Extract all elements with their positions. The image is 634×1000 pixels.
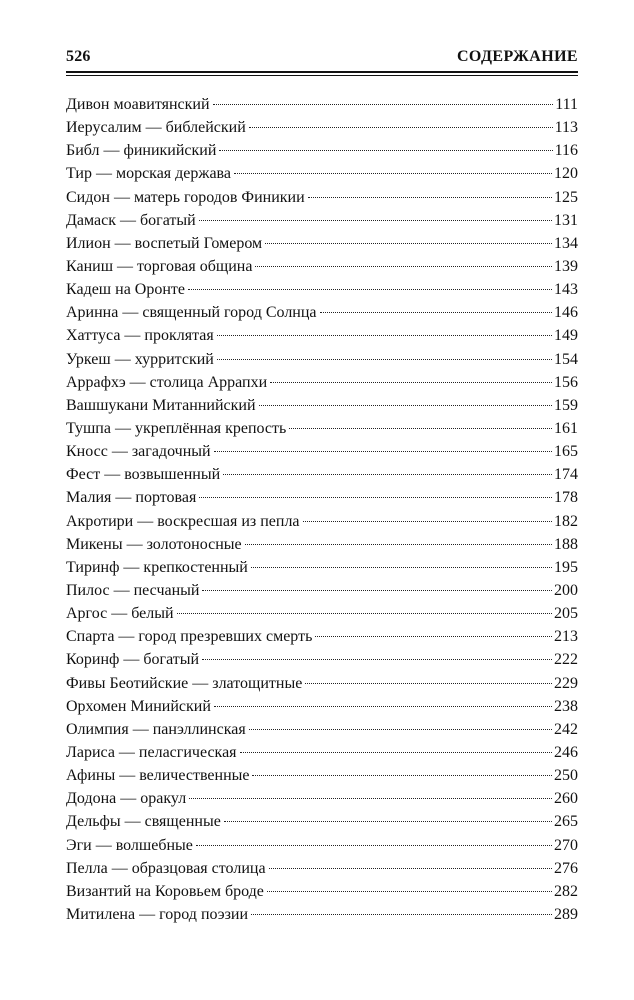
toc-entry	[66, 533, 578, 556]
toc-entry	[66, 116, 578, 139]
toc-entry-page: 246	[554, 743, 578, 761]
toc-entry-title: Дивон моавитянский	[66, 96, 210, 113]
dot-leader	[267, 891, 552, 892]
dot-leader	[202, 590, 552, 591]
page-header	[66, 48, 578, 70]
dot-leader	[251, 567, 552, 568]
dot-leader	[252, 775, 552, 776]
toc-entry	[66, 695, 578, 718]
dot-leader	[217, 335, 552, 336]
toc-entry-title: Пелла — образцовая столица	[66, 859, 266, 877]
dot-leader	[305, 683, 552, 684]
toc-entry	[66, 880, 578, 903]
toc-entry-title: Микены — золотоносные	[66, 535, 242, 553]
toc-entry-page: 238	[554, 697, 578, 715]
toc-entry-page: 161	[554, 419, 578, 437]
dot-leader	[188, 289, 552, 290]
toc-entry	[66, 278, 578, 301]
dot-leader	[251, 914, 552, 915]
toc-entry-title: Фест — возвышенный	[66, 466, 221, 484]
toc-entry-title: Митилена — город поэзии	[66, 905, 249, 923]
page-number: 526	[66, 48, 91, 65]
toc-entry	[66, 371, 578, 394]
toc-entry-title: Тиринф — крепкостенный	[66, 558, 248, 576]
toc-entry	[66, 834, 578, 857]
running-title: СОДЕРЖАНИЕ	[456, 48, 578, 65]
toc-entry-title: Каниш — торговая община	[66, 257, 253, 275]
toc-entry-page: 116	[554, 142, 578, 160]
toc-entry	[66, 810, 578, 833]
toc-entry-page: 143	[554, 281, 578, 299]
toc-entry	[66, 579, 578, 602]
toc-entry-page: 111	[555, 96, 578, 113]
dot-leader	[245, 544, 552, 545]
toc-entry-page: 250	[554, 767, 578, 785]
toc-entry	[66, 463, 578, 486]
table-of-contents	[66, 93, 578, 926]
dot-leader	[265, 243, 552, 244]
toc-entry	[66, 672, 578, 695]
dot-leader	[315, 636, 552, 637]
toc-entry	[66, 348, 578, 371]
toc-entry-page: 146	[554, 304, 578, 322]
toc-entry-page: 242	[554, 720, 578, 738]
toc-entry	[66, 417, 578, 440]
toc-entry	[66, 394, 578, 417]
toc-entry-title: Дельфы — священные	[66, 813, 221, 831]
toc-entry-page: 182	[554, 512, 578, 530]
dot-leader	[259, 405, 553, 406]
toc-entry	[66, 602, 578, 625]
toc-entry	[66, 718, 578, 741]
toc-entry	[66, 440, 578, 463]
toc-entry-title: Сидон — матерь городов Финикии	[66, 188, 305, 206]
dot-leader	[249, 127, 553, 128]
toc-entry-page: 282	[554, 882, 578, 900]
dot-leader	[240, 752, 552, 753]
toc-entry-title: Лариса — пеласгическая	[66, 743, 237, 761]
toc-entry-page: 276	[554, 859, 578, 877]
header-rule-thick	[66, 71, 578, 73]
toc-entry-title: Кадеш на Оронте	[66, 281, 185, 299]
toc-entry-page: 213	[554, 628, 578, 646]
toc-entry-title: Иерусалим — библейский	[66, 119, 246, 137]
toc-entry-page: 289	[554, 905, 578, 923]
toc-entry	[66, 648, 578, 671]
dot-leader	[214, 451, 552, 452]
toc-entry-page: 200	[554, 581, 578, 599]
toc-entry-page: 159	[554, 396, 578, 414]
toc-entry-title: Малия — портовая	[66, 489, 197, 507]
toc-entry-title: Илион — воспетый Гомером	[66, 234, 263, 252]
toc-entry	[66, 162, 578, 185]
toc-entry-title: Акротири — воскресшая из пепла	[66, 512, 300, 530]
dot-leader	[270, 382, 552, 383]
toc-entry-page: 188	[554, 535, 578, 553]
dot-leader	[308, 197, 552, 198]
toc-entry	[66, 139, 578, 162]
dot-leader	[196, 845, 552, 846]
toc-entry	[66, 787, 578, 810]
toc-entry-page: 154	[554, 350, 578, 368]
toc-entry-title: Афины — величественные	[66, 767, 250, 785]
toc-entry-title: Дамаск — богатый	[66, 211, 196, 229]
toc-entry	[66, 93, 578, 116]
dot-leader	[199, 220, 552, 221]
toc-entry-title: Тир — морская держава	[66, 165, 231, 183]
toc-entry	[66, 556, 578, 579]
toc-entry-page: 265	[554, 813, 578, 831]
toc-entry-page: 139	[554, 257, 578, 275]
dot-leader	[217, 359, 552, 360]
toc-entry	[66, 232, 578, 255]
dot-leader	[223, 474, 552, 475]
toc-entry-page: 205	[554, 605, 578, 623]
toc-entry	[66, 255, 578, 278]
toc-entry-page: 270	[554, 836, 578, 854]
toc-entry-page: 229	[554, 674, 578, 692]
dot-leader	[255, 266, 552, 267]
toc-entry-title: Уркеш — хурритский	[66, 350, 214, 368]
toc-entry-title: Додона — оракул	[66, 790, 187, 808]
toc-entry-page: 178	[554, 489, 578, 507]
dot-leader	[219, 150, 552, 151]
toc-entry	[66, 186, 578, 209]
toc-entry	[66, 741, 578, 764]
toc-entry-title: Коринф — богатый	[66, 651, 200, 669]
toc-entry-page: 134	[554, 234, 578, 252]
toc-entry-title: Аргос — белый	[66, 605, 174, 623]
toc-entry	[66, 301, 578, 324]
toc-entry	[66, 625, 578, 648]
toc-entry-title: Хаттуса — проклятая	[66, 327, 214, 345]
toc-entry	[66, 209, 578, 232]
dot-leader	[224, 821, 552, 822]
dot-leader	[289, 428, 552, 429]
toc-entry-title: Византий на Коровьем броде	[66, 882, 264, 900]
toc-entry-title: Библ — финикийский	[66, 142, 217, 160]
dot-leader	[214, 706, 552, 707]
toc-entry-title: Кносс — загадочный	[66, 443, 211, 461]
toc-entry-title: Тушпа — укреплённая крепость	[66, 419, 287, 437]
toc-entry	[66, 764, 578, 787]
toc-entry-page: 149	[554, 327, 578, 345]
dot-leader	[303, 521, 552, 522]
toc-entry-page: 131	[554, 211, 578, 229]
toc-entry-page: 156	[554, 373, 578, 391]
toc-entry-page: 222	[554, 651, 578, 669]
toc-entry	[66, 510, 578, 533]
dot-leader	[202, 659, 552, 660]
toc-entry-title: Спарта — город презревших смерть	[66, 628, 313, 646]
dot-leader	[320, 312, 552, 313]
dot-leader	[234, 173, 552, 174]
dot-leader	[213, 104, 554, 105]
dot-leader	[249, 729, 552, 730]
toc-entry-page: 174	[554, 466, 578, 484]
toc-entry-page: 260	[554, 790, 578, 808]
toc-entry	[66, 903, 578, 926]
toc-entry-page: 120	[554, 165, 578, 183]
toc-entry-title: Орхомен Минийский	[66, 697, 211, 715]
toc-entry	[66, 857, 578, 880]
toc-entry-title: Фивы Беотийские — златощитные	[66, 674, 303, 692]
toc-entry-title: Эги — волшебные	[66, 836, 193, 854]
toc-entry-title: Аррафхэ — столица Аррапхи	[66, 373, 268, 391]
toc-entry	[66, 324, 578, 347]
toc-entry	[66, 486, 578, 509]
toc-entry-title: Вашшукани Митаннийский	[66, 396, 256, 414]
toc-entry-title: Пилос — песчаный	[66, 581, 200, 599]
header-rule-thin	[66, 75, 578, 76]
toc-entry-page: 195	[554, 558, 578, 576]
dot-leader	[189, 798, 552, 799]
toc-entry-page: 113	[554, 119, 578, 137]
dot-leader	[269, 868, 552, 869]
toc-entry-title: Олимпия — панэллинская	[66, 720, 246, 738]
toc-entry-title: Аринна — священный город Солнца	[66, 304, 317, 322]
dot-leader	[177, 613, 552, 614]
toc-entry-page: 165	[554, 443, 578, 461]
toc-entry-page: 125	[554, 188, 578, 206]
dot-leader	[199, 497, 552, 498]
